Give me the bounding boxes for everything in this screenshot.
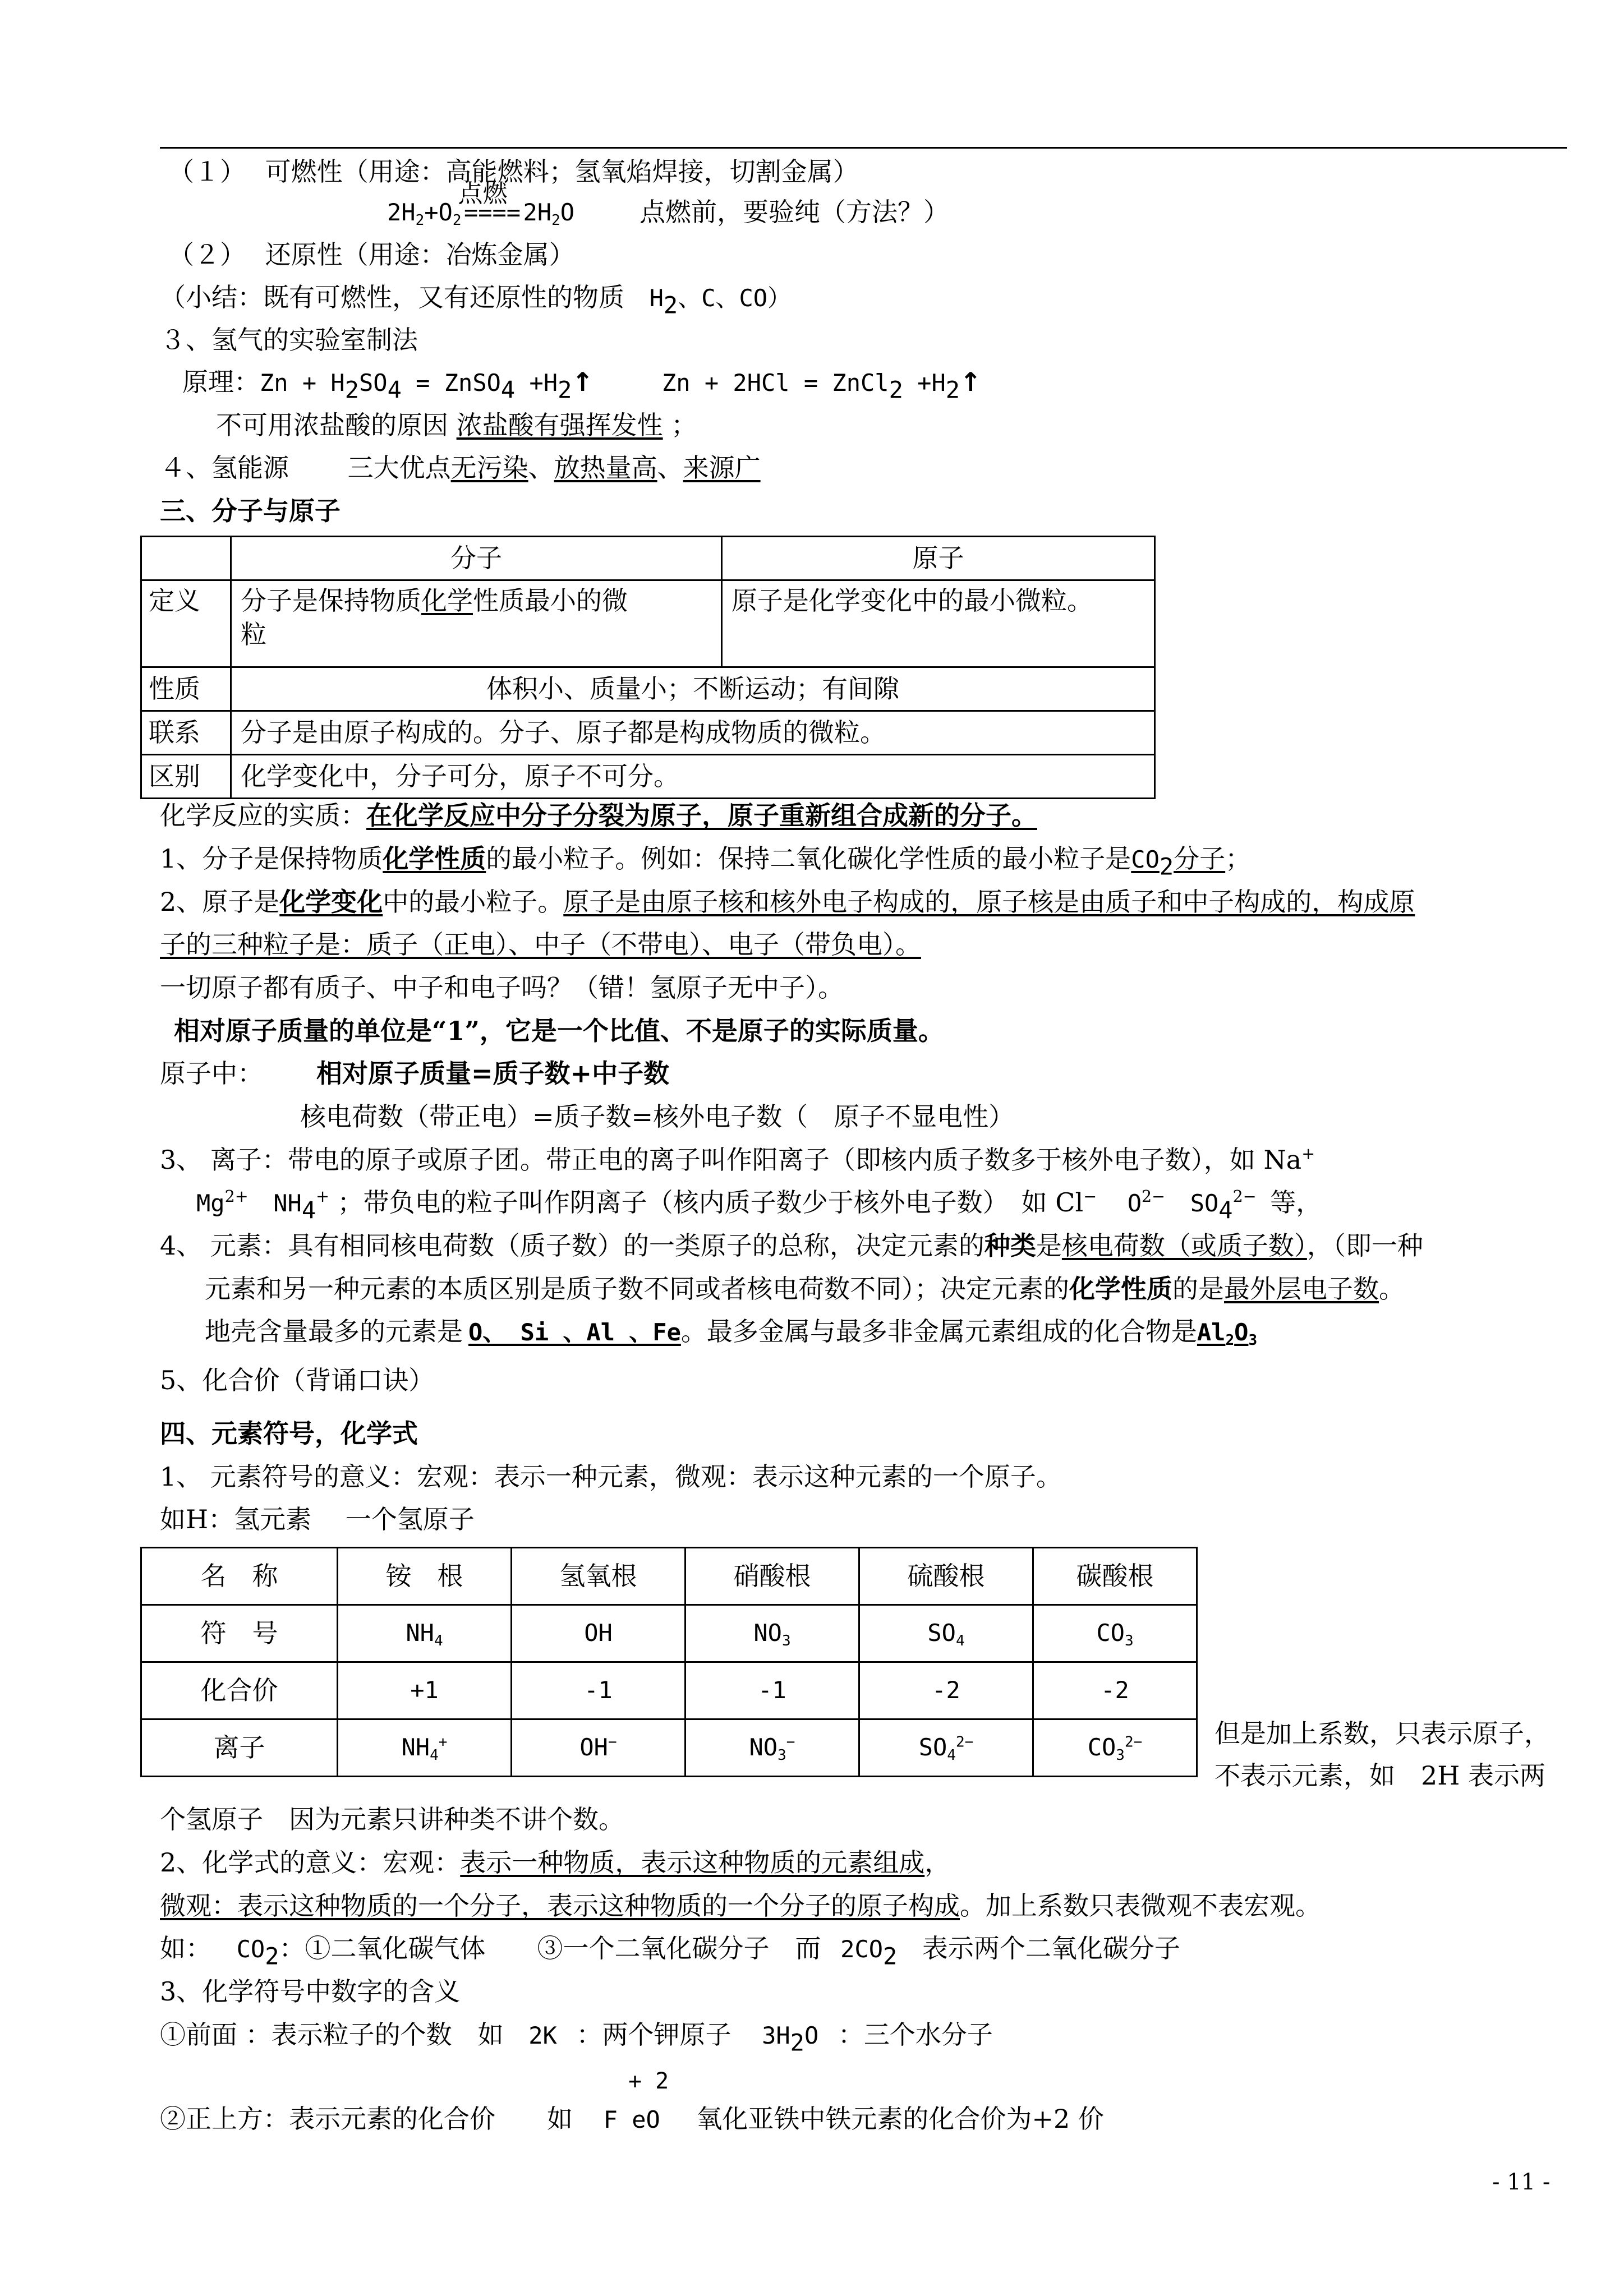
section-title-symbols: 四、元素符号，化学式 [160,1418,418,1449]
gas-arrow-icon: ↑ [572,367,594,397]
summary-line: （小结：既有可燃性，又有还原性的物质 $H_2$、C、CO） [160,282,792,319]
valence-superscript: + 2 [628,2068,669,2094]
section-reducibility: （２） 还原性（用途：冶炼金属） [168,239,575,270]
combustion-equation: $2H_2+O_2$ 点燃 ==== $2H_2O$ [387,179,575,229]
element-definition: 4、 元素：具有相同核电荷数（质子数）的一类原子的总称，决定元素的种类是核电荷数（或质子数），（即一种 [160,1230,1423,1261]
valence-mnemonic: 5、化合价（背诵口诀） [160,1365,435,1395]
hydrogen-energy: ４、氢能源 三大优点无污染、放热量高、来源广 [160,453,761,483]
item-text: 可燃性（用途：高能燃料；氢氧焰焊接，切割金属） [265,156,859,187]
crust-elements: 地壳含量最多的元素是 O、 Si 、Al 、Fe。最多金属与最多非金属元素组成的化合物是$Al_2O_3$ [205,1316,1258,1349]
lab-preparation-title: ３、氢气的实验室制法 [160,325,418,355]
section-combustibility [168,157,859,187]
side-note-1: 但是加上系数，只表示原子， [1214,1718,1550,1749]
symbol-meaning: 1、 元素符号的意义：宏观：表示一种元素，微观：表示这种元素的一个原子。 [160,1461,1062,1492]
hcl-reason: 不可用浓盐酸的原因 浓盐酸有强挥发性 ； [216,410,697,440]
point-1: 1、分子是保持物质化学性质的最小粒子。例如：保持二氧化碳化学性质的最小粒子是$CO_2$分子； [160,843,1252,880]
symbol-numbers-title: 3、化学符号中数字的含义 [160,1976,461,2007]
hydrogen-example: 如H：氢元素 一个氢原子 [160,1504,475,1534]
point-2: 2、原子是化学变化中的最小粒子。原子是由原子核和核外电子构成的，原子核是由质子和中子构成的，构成原 [160,887,1415,917]
molecule-atom-table: 分子 原子 定义 分子是保持物质化学性质最小的微 粒 原子是化学变化中的最小微粒。 性质 体积小、质量小；不断运动；有间隙 联系 分子是由原子构成的。分子、原子都是构成物质的微粒。 区别 化学变化中，分子可分，原子不可分。 [140,536,1156,799]
ion-examples: $Mg^{2+}$ $NH_4^+$ ；带负电的粒子叫作阴离子（核内质子数少于核外电子数） 如 Cl− $O^{2-}$ $SO_4^{2-}$ 等， [196,1187,1322,1224]
formula-micro-meaning: 微观：表示这种物质的一个分子，表示这种物质的一个分子的原子构成。加上系数只表微观不表宏观。 [160,1891,1321,1921]
reaction-condition: 点燃 ==== [458,179,521,226]
relative-atomic-mass-note: 相对原子质量的单位是“1”，它是一个比值、不是原子的实际质量。 [174,1016,944,1046]
page-number: - 11 - [1492,2169,1551,2195]
section-title-molecule-atom: 三、分子与原子 [160,496,341,526]
ion-definition: 3、 离子：带电的原子或原子团。带正电的离子叫作阳离子（即核内质子数多于核外电子数），如 Na+ [160,1144,1315,1175]
principle-line: 原理：$Zn + H_2SO_4$ = ZnSO$_4$ $+H_2↑$ [182,367,594,404]
formula-meaning: 2、化学式的意义：宏观：表示一种物质，表示这种物质的元素组成， [160,1847,951,1878]
side-note-3: 个氢原子 因为元素只讲种类不讲个数。 [160,1804,624,1834]
principle-line-2: Zn + 2HCl = ZnCl$_2$ $+H_2↑$ [662,367,982,404]
valence-meaning: ②正上方：表示元素的化合价 如 F eO 氧化亚铁中铁元素的化合价为+2 价 [160,2104,1104,2134]
equation-note: 点燃前，要验纯（方法？） [640,197,949,227]
nuclear-charge-line: 核电荷数（带正电）=质子数=核外电子数（ 原子不显电性） [300,1101,1015,1132]
reaction-essence: 化学反应的实质：在化学反应中分子分裂为原子，原子重新组合成新的分子。 [160,800,1037,831]
coefficient-meaning: ①前面 ：表示粒子的个数 如 2K ：两个钾原子 $3H_2O$ ：三个水分子 [160,2020,993,2057]
point-2-cont: 子的三种粒子是：质子（正电）、中子（不带电）、电子（带负电）。 [160,929,921,960]
item-label: （１） [168,156,246,187]
point-3: 一切原子都有质子、中子和电子吗？（错！氢原子无中子）。 [160,972,844,1003]
co2-example: 如： $CO_2$：①二氧化碳气体 ③一个二氧化碳分子 而 $2CO_2$ 表示两个二氧化碳分子 [160,1933,1180,1970]
element-definition-cont: 元素和另一种元素的本质区别是质子数不同或者核电荷数不同）；决定元素的化学性质的是最外层电子数。 [205,1274,1405,1304]
in-atom-line: 原子中： 相对原子质量=质子数+中子数 [160,1058,670,1089]
gas-arrow-icon: ↑ [960,367,982,397]
header-rule [160,147,1567,149]
side-note-2: 不表示元素，如 2H 表示两 [1214,1760,1546,1791]
radical-table: 名 称 铵 根 氢氧根 硝酸根 硫酸根 碳酸根 符 号 $NH_4$ OH $NO_3$ $SO_4$ $CO_3$ 化合价 +1 -1 -1 -2 -2 离子 $NH_4^+$ OH− $NO_3^-$ $SO_4^{2-}$ $CO_3^{2-}$ [140,1547,1198,1777]
